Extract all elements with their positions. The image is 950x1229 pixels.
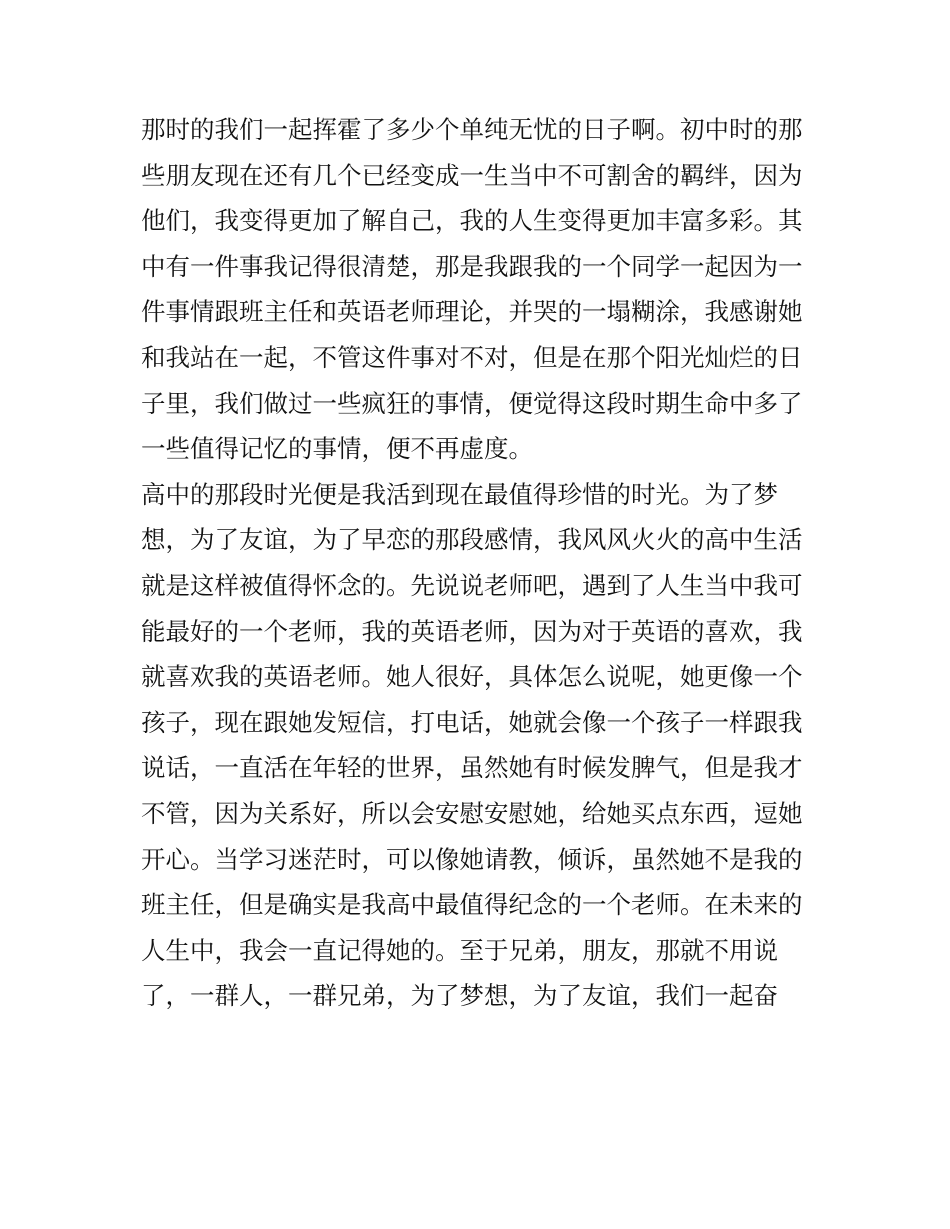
text-line: 他们，我变得更加了解自己，我的人生变得更加丰富多彩。其 xyxy=(141,206,803,236)
text-line: 了，一群人，一群兄弟，为了梦想，为了友谊，我们一起奋 xyxy=(141,981,778,1011)
text-line: 些朋友现在还有几个已经变成一生当中不可割舍的羁绊，因为 xyxy=(141,160,803,190)
text-line: 件事情跟班主任和英语老师理论，并哭的一塌糊涂，我感谢她 xyxy=(141,297,803,327)
text-line: 想，为了友谊，为了早恋的那段感情，我风风火火的高中生活 xyxy=(141,525,803,555)
text-line: 子里，我们做过一些疯狂的事情，便觉得这段时期生命中多了 xyxy=(141,388,803,418)
text-line: 班主任，但是确实是我高中最值得纪念的一个老师。在未来的 xyxy=(141,890,803,920)
text-line: 中有一件事我记得很清楚，那是我跟我的一个同学一起因为一 xyxy=(141,251,803,281)
text-line: 高中的那段时光便是我活到现在最值得珍惜的时光。为了梦 xyxy=(141,479,778,509)
text-line: 那时的我们一起挥霍了多少个单纯无忧的日子啊。初中时的那 xyxy=(141,115,803,144)
text-line: 一些值得记忆的事情，便不再虚度。 xyxy=(141,434,533,464)
text-line: 就是这样被值得怀念的。先说说老师吧，遇到了人生当中我可 xyxy=(141,570,803,600)
text-line: 不管，因为关系好，所以会安慰安慰她，给她买点东西，逗她 xyxy=(141,798,803,828)
text-line: 就喜欢我的英语老师。她人很好，具体怎么说呢，她更像一个 xyxy=(141,662,803,692)
text-line: 和我站在一起，不管这件事对不对，但是在那个阳光灿烂的日 xyxy=(141,342,803,372)
text-line: 人生中，我会一直记得她的。至于兄弟，朋友，那就不用说 xyxy=(141,935,778,965)
text-line: 开心。当学习迷茫时，可以像她请教，倾诉，虽然她不是我的 xyxy=(141,844,803,874)
text-line: 说话，一直活在年轻的世界，虽然她有时候发脾气，但是我才 xyxy=(141,753,803,783)
body-text xyxy=(141,107,821,1019)
text-line: 孩子，现在跟她发短信，打电话，她就会像一个孩子一样跟我 xyxy=(141,707,803,737)
text-line: 能最好的一个老师，我的英语老师，因为对于英语的喜欢，我 xyxy=(141,616,803,646)
